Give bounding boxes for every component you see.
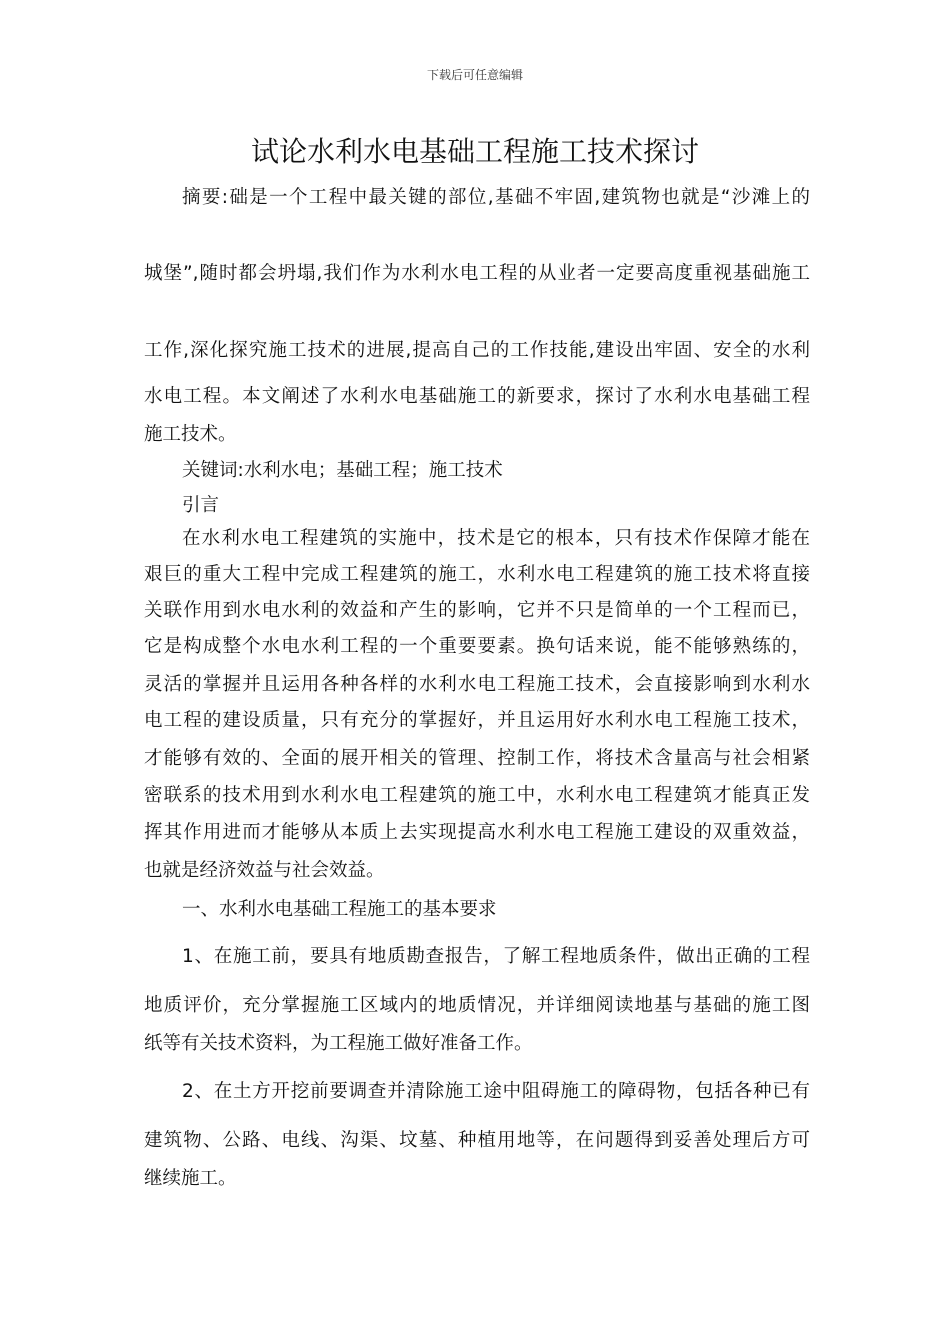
intro-heading: 引言 <box>182 495 220 516</box>
intro-line: 电工程的建设质量，只有充分的掌握好，并且运用好水利水电工程施工技术， <box>144 710 810 731</box>
item-line: 1、在施工前，要具有地质勘查报告，了解工程地质条件，做出正确的工程 <box>182 946 810 967</box>
intro-line: 挥其作用进而才能够从本质上去实现提高水利水电工程施工建设的双重效益， <box>144 822 810 843</box>
intro-line: 才能够有效的、全面的展开相关的管理、控制工作，将技术含量高与社会相紧 <box>144 748 810 769</box>
item-line: 地质评价，充分掌握施工区域内的地质情况，并详细阅读地基与基础的施工图 <box>144 995 810 1016</box>
intro-line: 灵活的掌握并且运用各种各样的水利水电工程施工技术，会直接影响到水利水 <box>144 674 810 695</box>
intro-line: 关联作用到水电水利的效益和产生的影响，它并不只是简单的一个工程而已， <box>144 600 810 621</box>
item-line: 建筑物、公路、电线、沟渠、坟墓、种植用地等，在问题得到妥善处理后方可 <box>144 1130 810 1151</box>
intro-line: 它是构成整个水电水利工程的一个重要要素。换句话来说，能不能够熟练的， <box>144 636 810 657</box>
section-heading: 一、水利水电基础工程施工的基本要求 <box>182 899 497 920</box>
item-line: 继续施工。 <box>144 1168 237 1189</box>
intro-line: 艰巨的重大工程中完成工程建筑的施工，水利水电工程建筑的施工技术将直接 <box>144 564 810 585</box>
item-line: 2、在土方开挖前要调查并清除施工途中阻碍施工的障碍物，包括各种已有 <box>182 1081 810 1102</box>
abstract-line: 工作,深化探究施工技术的进展,提高自己的工作技能,建设出牢固、安全的水利 <box>144 340 810 361</box>
abstract-line: 施工技术。 <box>144 424 237 445</box>
abstract-line: 摘要:础是一个工程中最关键的部位,基础不牢固,建筑物也就是“沙滩上的 <box>182 187 810 208</box>
document-title: 试论水利水电基础工程施工技术探讨 <box>250 135 699 168</box>
header-note: 下载后可任意编辑 <box>426 68 523 82</box>
intro-line: 密联系的技术用到水利水电工程建筑的施工中，水利水电工程建筑才能真正发 <box>144 785 810 806</box>
intro-line: 在水利水电工程建筑的实施中，技术是它的根本，只有技术作保障才能在 <box>182 528 810 549</box>
abstract-line: 城堡”,随时都会坍塌,我们作为水利水电工程的从业者一定要高度重视基础施工 <box>144 263 810 284</box>
keywords: 关键词:水利水电；基础工程；施工技术 <box>182 460 503 481</box>
intro-line: 也就是经济效益与社会效益。 <box>144 860 385 881</box>
abstract-line: 水电工程。本文阐述了水利水电基础施工的新要求，探讨了水利水电基础工程 <box>144 386 810 407</box>
item-line: 纸等有关技术资料，为工程施工做好准备工作。 <box>144 1033 533 1054</box>
